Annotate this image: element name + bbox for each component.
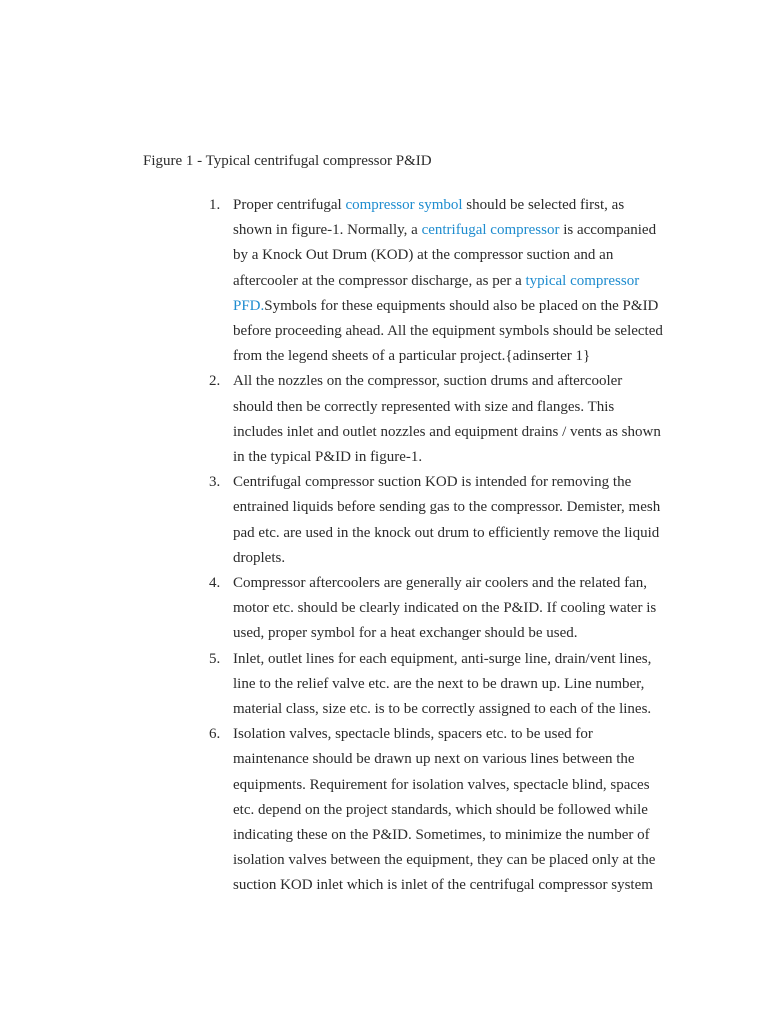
item-text: Compressor aftercoolers are generally air coolers and the related fan, motor etc. should be clearly indicated on the P&ID. If cooling water is used, proper symbol for a heat exchanger should be used. (233, 575, 657, 642)
list-item (209, 369, 663, 470)
list-item (209, 193, 663, 369)
list-number: 4. (209, 575, 221, 592)
item-text: Inlet, outlet lines for each equipment, anti-surge line, drain/vent lines, line to the relief valve etc. are the next to be drawn up. Line number, material class, size etc. is to be correctly assigned to each of the lines. (233, 650, 652, 718)
list-number: 2. (209, 373, 221, 390)
item-text: is accompanied by a Knock Out Drum (KOD) at the compressor suction and an aftercooler at the compressor discharge, as per a (233, 222, 657, 289)
typical-compressor-pfd-link[interactable]: typical compressor PFD. (233, 272, 640, 314)
centrifugal-compressor-link[interactable]: centrifugal compressor (421, 222, 560, 239)
item-text: should be selected first, as shown in figure-1. Normally, a (233, 197, 625, 239)
list-item (209, 722, 663, 898)
list-number: 5. (209, 650, 221, 667)
compressor-symbol-link[interactable]: compressor symbol (345, 197, 463, 213)
list-item (209, 571, 663, 647)
list-number: 1. (209, 197, 221, 213)
steps-list (209, 193, 663, 899)
list-item (209, 470, 663, 571)
list-number: 6. (209, 726, 221, 743)
item-text: All the nozzles on the compressor, suction drums and aftercooler should then be correctly represented with size and flanges. This includes inlet and outlet nozzles and equipment drains / vents as shown in the typical P&ID in figure-1. (233, 373, 661, 466)
item-text: Symbols for these equipments should also be placed on the P&ID before proceeding ahead. All the equipment symbols should be selected from the legend sheets of a particular project.{adinserter 1} (233, 297, 663, 365)
figure-caption: Figure 1 - Typical centrifugal compressor P&ID (143, 153, 432, 169)
list-number: 3. (209, 474, 221, 491)
item-text: Proper centrifugal (233, 197, 346, 213)
item-text: Centrifugal compressor suction KOD is intended for removing the entrained liquids before sending gas to the compressor. Demister, mesh pad etc. are used in the knock out drum to efficiently remove the liquid droplets. (233, 474, 661, 566)
item-text: Isolation valves, spectacle blinds, spacers etc. to be used for maintenance should be drawn up next on various lines between the equipments. Requirement for isolation valves, spectacle blind, spaces etc. depend on the project standards, which should be followed while indicating these on the P&ID. Sometimes, to minimize the number of isolation valves between the equipment, they can be placed only at the suction KOD inlet which is inlet of the centrifugal compressor system (233, 726, 656, 894)
list-item (209, 647, 663, 723)
